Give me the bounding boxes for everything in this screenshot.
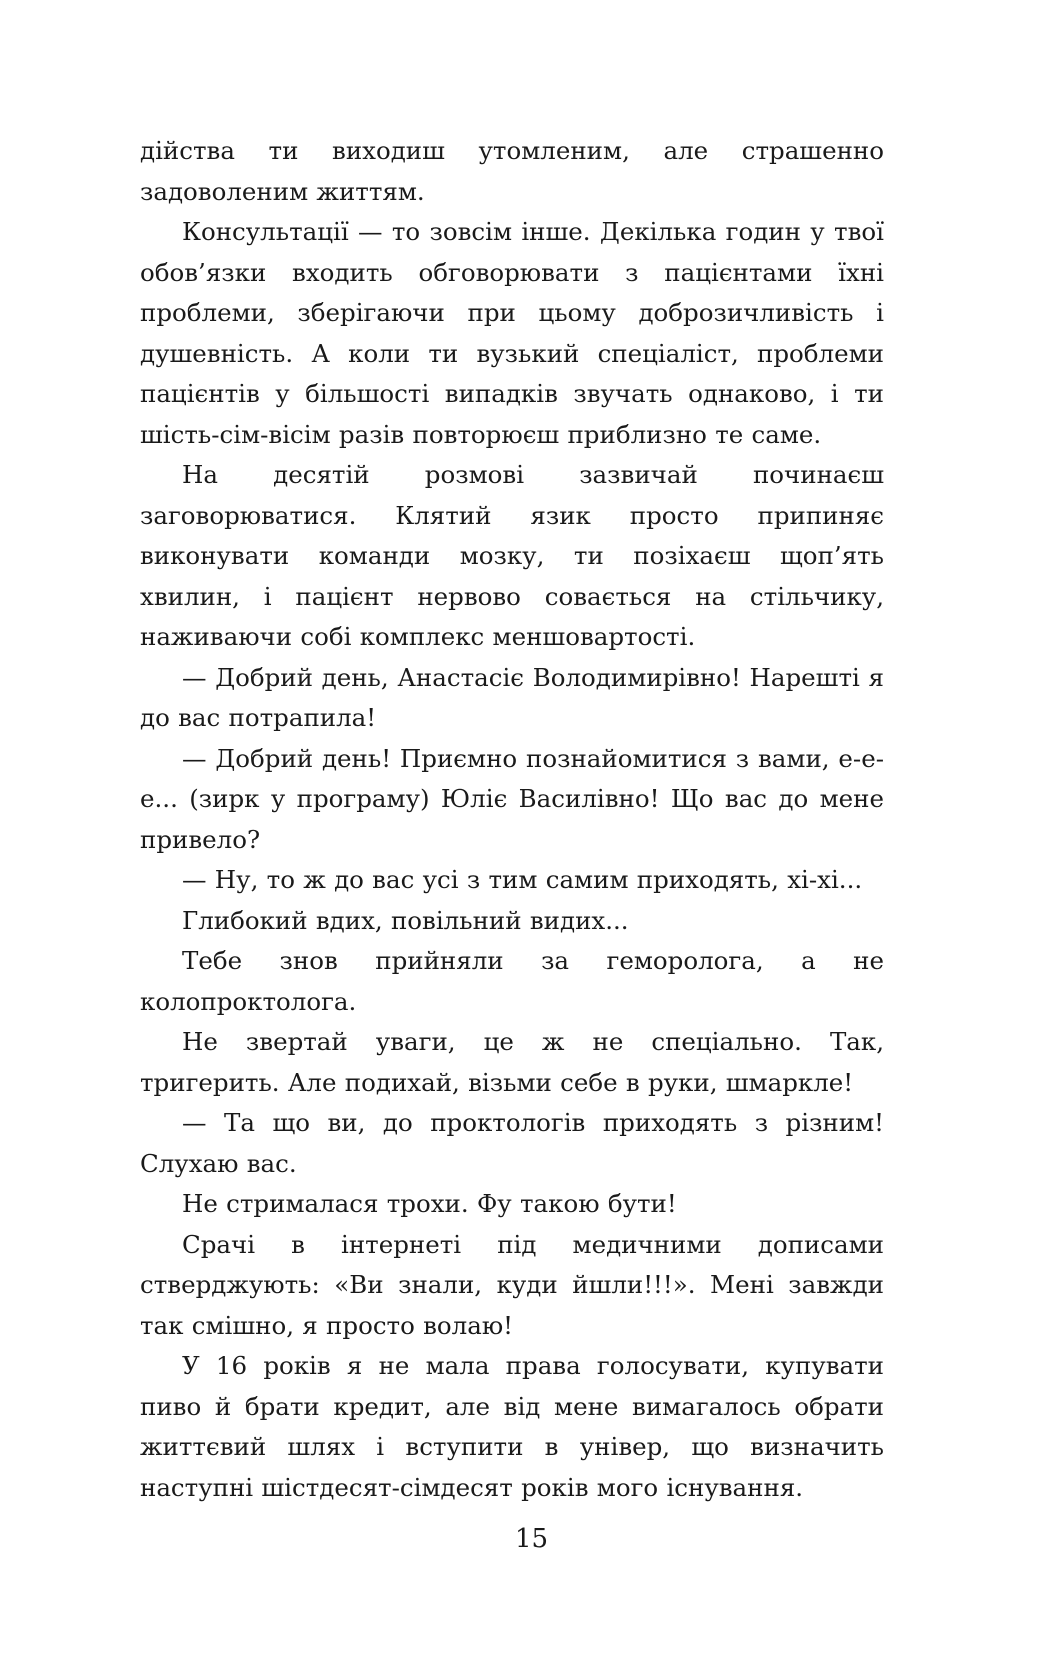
paragraph: Глибокий вдих, повільний видих... bbox=[182, 905, 629, 935]
paragraph: Не звертай уваги, це ж не спеціально. Так, тригерить. Але подихай, візьми себе в руки, шмаркле! bbox=[140, 1027, 884, 1097]
body-text bbox=[140, 131, 884, 1508]
paragraph: У 16 років я не мала права голосувати, купувати пиво й брати кредит, але від мене вимагалось обрати життєвий шлях і вступити в універ, що визначить наступні шістдесят-сімдесят років мого існування. bbox=[140, 1351, 884, 1502]
paragraph: Консультації — то зовсім інше. Декілька годин у твої обов’язки входить обговорювати з пацієнтами їхні проблеми, зберігаючи при цьому доброзичливість і душевність. А коли ти вузький спеціаліст, проблеми пацієнтів у більшості випадків звучать однаково, і ти шість-сім-вісім разів повторюєш приблизно те саме. bbox=[140, 217, 884, 449]
paragraph: Срачі в інтернеті під медичними дописами стверджують: «Ви знали, куди йшли!!!». Мені завжди так смішно, я просто волаю! bbox=[140, 1229, 884, 1340]
paragraph: Тебе знов прийняли за геморолога, а не колопроктолога. bbox=[140, 946, 884, 1016]
dialogue-line: — Добрий день, Анастасіє Володимирівно! Нарешті я до вас потрапила! bbox=[140, 662, 884, 732]
dialogue-line: — Добрий день! Приємно познайомитися з вами, е-е-е... (зирк у програму) Юліє Василівно! Що вас до мене привело? bbox=[140, 743, 884, 854]
paragraph: дійства ти виходиш утомленим, але страшенно задоволеним життям. bbox=[140, 136, 884, 206]
page-number: 15 bbox=[514, 1524, 549, 1554]
dialogue-line: — Ну, то ж до вас усі з тим самим приходять, хі-хі... bbox=[182, 865, 863, 894]
dialogue-line: — Та що ви, до проктологів приходять з різним! Слухаю вас. bbox=[140, 1108, 884, 1178]
paragraph: На десятій розмові зазвичай починаєш заговорюватися. Клятий язик просто припиняє виконувати команди мозку, ти позіхаєш щоп’ять хвилин, і пацієнт нервово совається на стільчику, наживаючи собі комплекс меншовартості. bbox=[140, 460, 884, 651]
paragraph: Не стрималася трохи. Фу такою бути! bbox=[182, 1189, 677, 1218]
